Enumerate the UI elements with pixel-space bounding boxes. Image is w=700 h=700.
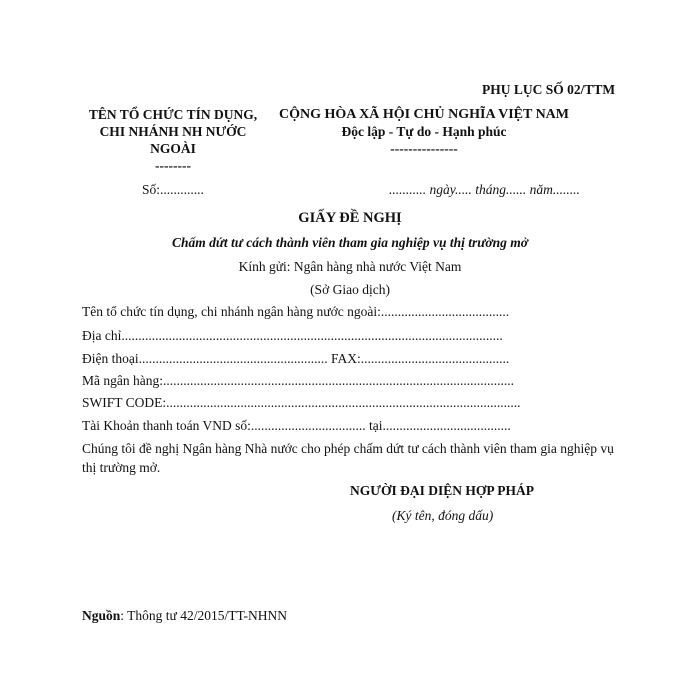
recipient-department: (Sở Giao dịch)	[310, 282, 390, 297]
source-label: Nguồn	[82, 608, 121, 623]
request-paragraph: Chúng tôi đề nghị Ngân hàng Nhà nước cho phép chấm dứt tư cách thành viên tham gia nghiệp vụ thị trường mở.	[82, 441, 614, 475]
field-phone-fax: Điện thoại........................................................ FAX:............................................	[82, 351, 510, 366]
document-date: ........... ngày..... tháng...... năm........	[389, 182, 580, 197]
organization-header	[60, 106, 286, 174]
org-line-1: TÊN TỔ CHỨC TÍN DỤNG,	[88, 107, 258, 122]
document-subtitle: Chấm dứt tư cách thành viên tham gia nghiệp vụ thị trường mở	[171, 235, 529, 250]
document-number: Số:.............	[142, 182, 204, 197]
nation-motto: Độc lập - Tự do - Hạnh phúc	[341, 124, 507, 139]
field-institution-name: Tên tổ chức tín dụng, chi nhánh ngân hàng nước ngoài:......................................	[82, 304, 510, 319]
source-citation	[82, 608, 287, 624]
nation-divider: ---------------	[390, 141, 458, 156]
document-title: GIẤY ĐỀ NGHỊ	[298, 210, 402, 226]
field-payment-account: Tài Khoản thanh toán VND số:.................................. tại......................................	[82, 418, 511, 433]
field-address: Địa chỉ.................................................................................................................	[82, 328, 503, 343]
signature-note: (Ký tên, đóng dấu)	[392, 508, 494, 523]
recipient: Kính gửi: Ngân hàng nhà nước Việt Nam	[238, 259, 462, 274]
nation-title: CỘNG HÒA XÃ HỘI CHỦ NGHĨA VIỆT NAM	[278, 107, 569, 122]
org-divider: --------	[155, 158, 191, 173]
signature-title: NGƯỜI ĐẠI DIỆN HỢP PHÁP	[350, 483, 535, 498]
org-line-2: CHI NHÁNH NH NƯỚC	[99, 124, 247, 139]
appendix-label: PHỤ LỤC SỐ 02/TTM	[482, 82, 616, 97]
field-bank-code: Mã ngân hàng:........................................................................................................	[82, 373, 514, 388]
field-swift-code: SWIFT CODE:.........................................................................................................	[82, 395, 521, 410]
source-text: : Thông tư 42/2015/TT-NHNN	[120, 608, 287, 623]
national-header	[268, 106, 580, 157]
org-line-3: NGOÀI	[150, 141, 196, 156]
